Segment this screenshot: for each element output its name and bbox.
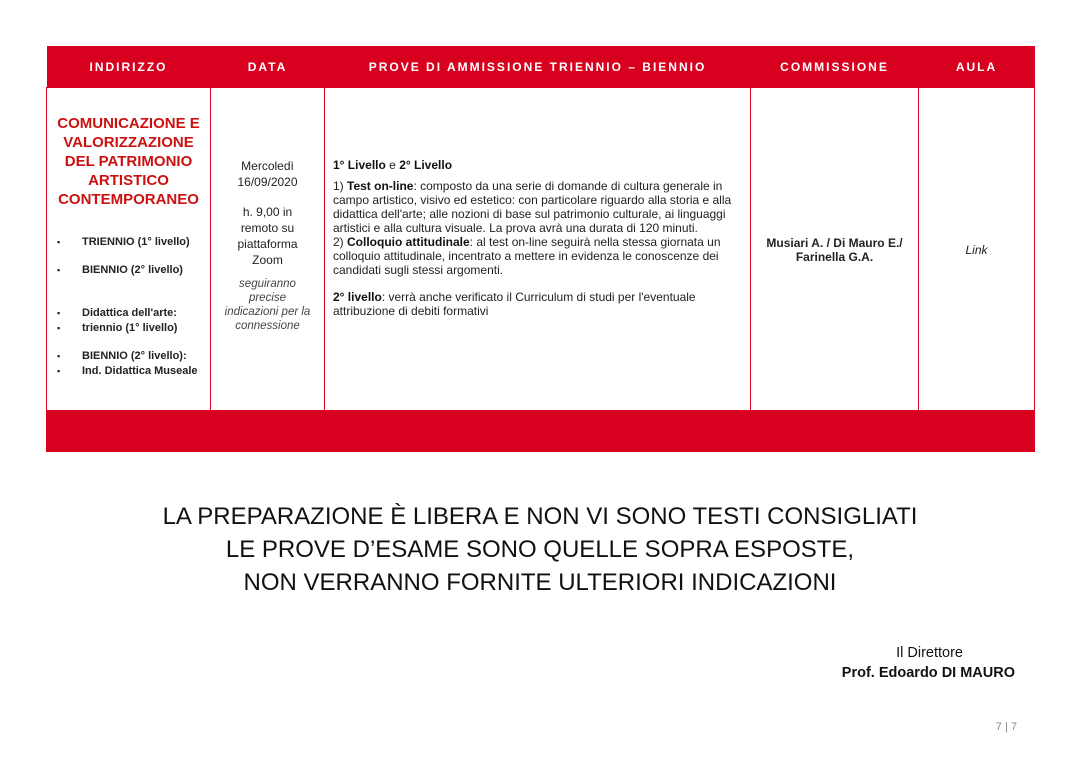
exam-day: Mercoledì bbox=[241, 159, 294, 173]
list-item: ▪ BIENNIO (2° livello): bbox=[57, 349, 204, 364]
second-level-label: 2° livello bbox=[333, 290, 382, 304]
cell-commissione bbox=[751, 88, 919, 411]
commission-members bbox=[751, 236, 918, 264]
exam-date-value: 16/09/2020 bbox=[237, 175, 298, 189]
time-line: Zoom bbox=[252, 253, 283, 267]
level-1-label: 1° Livello bbox=[333, 158, 386, 172]
notice-line: LA PREPARAZIONE È LIBERA E NON VI SONO TESTI CONSIGLIATI bbox=[162, 503, 918, 530]
notice-line: NON VERRANNO FORNITE ULTERIORI INDICAZIONI bbox=[243, 569, 837, 596]
note-line: seguiranno bbox=[239, 278, 296, 290]
item-number: 1) bbox=[333, 179, 344, 193]
time-line: h. 9,00 in bbox=[242, 205, 293, 219]
footer-bar-cell bbox=[47, 411, 1035, 452]
levels-heading bbox=[333, 158, 742, 172]
header-prove: PROVE DI AMMISSIONE TRIENNIO – BIENNIO bbox=[325, 46, 751, 88]
header-indirizzo: INDIRIZZO bbox=[47, 46, 211, 88]
cell-indirizzo bbox=[47, 88, 211, 411]
indirizzo-title: COMUNICAZIONE E VALORIZZAZIONE DEL PATRIMONIO ARTISTICO CONTEMPORANEO bbox=[57, 115, 200, 208]
cell-prove bbox=[325, 88, 751, 411]
note-line: indicazioni per la bbox=[224, 306, 311, 318]
notice-block bbox=[0, 500, 1080, 599]
cell-aula bbox=[919, 88, 1035, 411]
table-footer-bar bbox=[47, 411, 1035, 452]
commission-line: Farinella G.A. bbox=[795, 250, 874, 264]
level-2-label: 2° Livello bbox=[399, 158, 453, 172]
conjunction: e bbox=[389, 158, 396, 172]
exam-time bbox=[211, 204, 324, 268]
colloquio-text: : al test on-line seguirà nella stessa giornata un colloquio attitudinale, incentrato a mettere in evidenza le conoscenze dei candidati sugli stessi argomenti. bbox=[333, 235, 721, 277]
header-commissione: COMMISSIONE bbox=[751, 46, 919, 88]
item-number: 2) bbox=[333, 235, 344, 249]
test-online-paragraph bbox=[333, 179, 742, 235]
time-line: piattaforma bbox=[237, 237, 298, 251]
table-header-row bbox=[47, 46, 1035, 88]
signature-block bbox=[842, 643, 1015, 683]
exam-date bbox=[211, 158, 324, 190]
table-row bbox=[47, 88, 1035, 411]
test-online-text: : composto da una serie di domande di cultura generale in campo artistico, visivo ed estetico: con particolare riguardo alla storia e alla didattica dell'arte; alle nozioni di base sul patrimonio culturale, ai linguaggi artistici e alla cultura visuale. La prova avrà una durata di 120 minuti. bbox=[333, 179, 732, 235]
note-line: connessione bbox=[235, 320, 300, 332]
note-line: precise bbox=[248, 292, 287, 304]
list-item: ▪ Ind. Didattica Museale bbox=[57, 364, 204, 379]
test-online-label: Test on-line bbox=[347, 179, 414, 193]
page-number: 7 | 7 bbox=[995, 721, 1017, 733]
signature-name: Prof. Edoardo DI MAURO bbox=[841, 665, 1015, 681]
list-item: ▪ BIENNIO (2° livello) bbox=[57, 263, 204, 278]
second-level-paragraph bbox=[333, 290, 742, 318]
indirizzo-list bbox=[53, 235, 204, 379]
signature-role: Il Direttore bbox=[896, 645, 963, 661]
notice-line: LE PROVE D’ESAME SONO QUELLE SOPRA ESPOSTE, bbox=[225, 536, 855, 563]
colloquio-label: Colloquio attitudinale bbox=[347, 235, 470, 249]
commission-line: Musiari A. / Di Mauro E./ bbox=[766, 236, 903, 250]
time-line: remoto su bbox=[240, 221, 295, 235]
admission-table bbox=[46, 46, 1035, 452]
second-level-text: : verrà anche verificato il Curriculum di studi per l'eventuale attribuzione di debiti formativi bbox=[333, 290, 696, 318]
header-data: DATA bbox=[211, 46, 325, 88]
header-aula: AULA bbox=[919, 46, 1035, 88]
cell-data bbox=[211, 88, 325, 411]
aula-link[interactable]: Link bbox=[965, 243, 988, 257]
colloquio-paragraph bbox=[333, 235, 742, 277]
list-item: ▪ Didattica dell'arte: bbox=[57, 306, 204, 321]
connection-note bbox=[211, 277, 324, 333]
list-item: ▪ TRIENNIO (1° livello) bbox=[57, 235, 204, 250]
list-item: ▪ triennio (1° livello) bbox=[57, 321, 204, 336]
